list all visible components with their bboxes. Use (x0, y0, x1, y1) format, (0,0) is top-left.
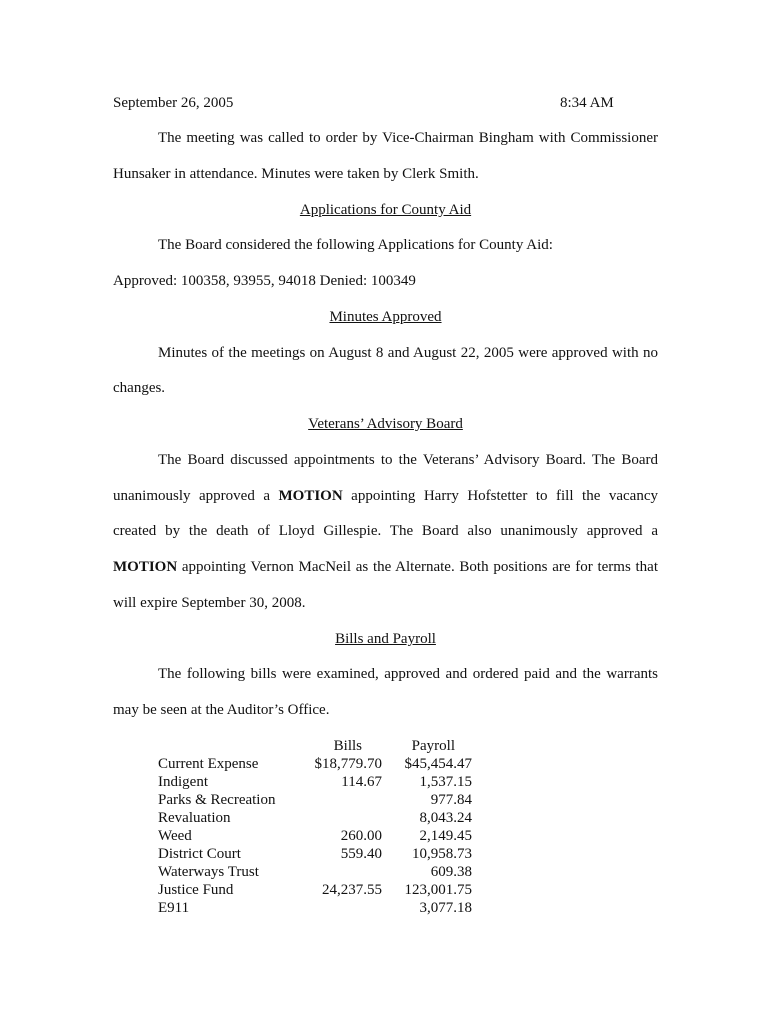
payroll-column-header: Payroll (411, 738, 455, 754)
table-row (158, 809, 472, 827)
fund-name-cell: Current Expense (158, 756, 259, 772)
bills-line-2: may be seen at the Auditor’s Office. (113, 702, 330, 718)
table-row (158, 845, 472, 863)
bills-amount-cell: $18,779.70 (314, 756, 382, 772)
veterans-line-2-pre: unanimously approved a (113, 488, 279, 504)
table-row (158, 899, 472, 917)
county-aid-line-2: Approved: 100358, 93955, 94018 Denied: 100349 (113, 273, 416, 289)
veterans-line-5: will expire September 30, 2008. (113, 595, 306, 611)
fund-column-header (158, 737, 308, 755)
section-heading-county-aid (113, 201, 658, 219)
fund-name-cell: Indigent (158, 774, 208, 790)
bills-amount-cell: 114.67 (341, 774, 382, 790)
table-row (158, 863, 472, 881)
minutes-line-1: Minutes of the meetings on August 8 and August 22, 2005 were approved with no (158, 345, 658, 361)
table-row (158, 755, 472, 773)
bills-heading-text: Bills and Payroll (335, 631, 436, 647)
veterans-line-4-post: appointing Vernon MacNeil as the Alternate. Both positions are for terms that (177, 559, 658, 575)
table-row (158, 827, 472, 845)
meeting-time: 8:34 AM (560, 95, 614, 111)
section-heading-bills (113, 630, 658, 648)
table-header-row (158, 737, 472, 755)
veterans-line-4 (113, 558, 658, 576)
minutes-heading-text: Minutes Approved (329, 309, 442, 325)
intro-line-1: The meeting was called to order by Vice-Chairman Bingham with Commissioner (158, 130, 658, 146)
bills-amount-cell: 260.00 (340, 828, 382, 844)
intro-line-2: Hunsaker in attendance. Minutes were taken by Clerk Smith. (113, 166, 479, 182)
table-row (158, 881, 472, 899)
fund-name-cell: Justice Fund (158, 882, 234, 898)
veterans-line-2 (113, 487, 658, 505)
fund-name-cell: Revaluation (158, 810, 231, 826)
meeting-date: September 26, 2005 (113, 95, 234, 111)
fund-name-cell: Waterways Trust (158, 864, 259, 880)
fund-name-cell: Parks & Recreation (158, 792, 276, 808)
table-row (158, 773, 472, 791)
veterans-line-3: created by the death of Lloyd Gillespie. The Board also unanimously approved a (113, 523, 658, 539)
veterans-heading-text: Veterans’ Advisory Board (308, 416, 463, 432)
payroll-amount-cell: 10,958.73 (412, 846, 472, 862)
table-row (158, 791, 472, 809)
bills-table-body (158, 755, 472, 917)
bills-column-header: Bills (333, 738, 362, 754)
bills-line-1: The following bills were examined, approved and ordered paid and the warrants (158, 666, 658, 682)
fund-name-cell: Weed (158, 828, 192, 844)
payroll-amount-cell: 609.38 (430, 864, 472, 880)
fund-name-cell: E911 (158, 900, 190, 916)
payroll-amount-cell: 1,537.15 (419, 774, 472, 790)
bills-amount-cell: 24,237.55 (322, 882, 382, 898)
payroll-amount-cell: $45,454.47 (404, 756, 472, 772)
bills-payroll-table (158, 737, 472, 917)
fund-name-cell: District Court (158, 846, 241, 862)
bills-amount-cell: 559.40 (340, 846, 382, 862)
veterans-line-1: The Board discussed appointments to the Veterans’ Advisory Board. The Board (158, 452, 658, 468)
county-aid-heading-text: Applications for County Aid (299, 202, 472, 218)
payroll-amount-cell: 977.84 (430, 792, 472, 808)
minutes-line-2: changes. (113, 380, 166, 396)
motion-keyword: MOTION (113, 559, 178, 575)
bills-amount-cell (308, 899, 382, 917)
bills-amount-cell (308, 863, 382, 881)
bills-amount-cell (308, 791, 382, 809)
county-aid-line-1: The Board considered the following Applications for County Aid: (158, 237, 553, 253)
section-heading-veterans (113, 415, 658, 433)
payroll-amount-cell: 3,077.18 (419, 900, 472, 916)
veterans-line-2-post: appointing Harry Hofstetter to fill the vacancy (342, 488, 658, 504)
payroll-amount-cell: 8,043.24 (419, 810, 472, 826)
payroll-amount-cell: 123,001.75 (404, 882, 472, 898)
section-heading-minutes (113, 308, 658, 326)
bills-amount-cell (308, 809, 382, 827)
payroll-amount-cell: 2,149.45 (419, 828, 472, 844)
motion-keyword: MOTION (278, 488, 343, 504)
